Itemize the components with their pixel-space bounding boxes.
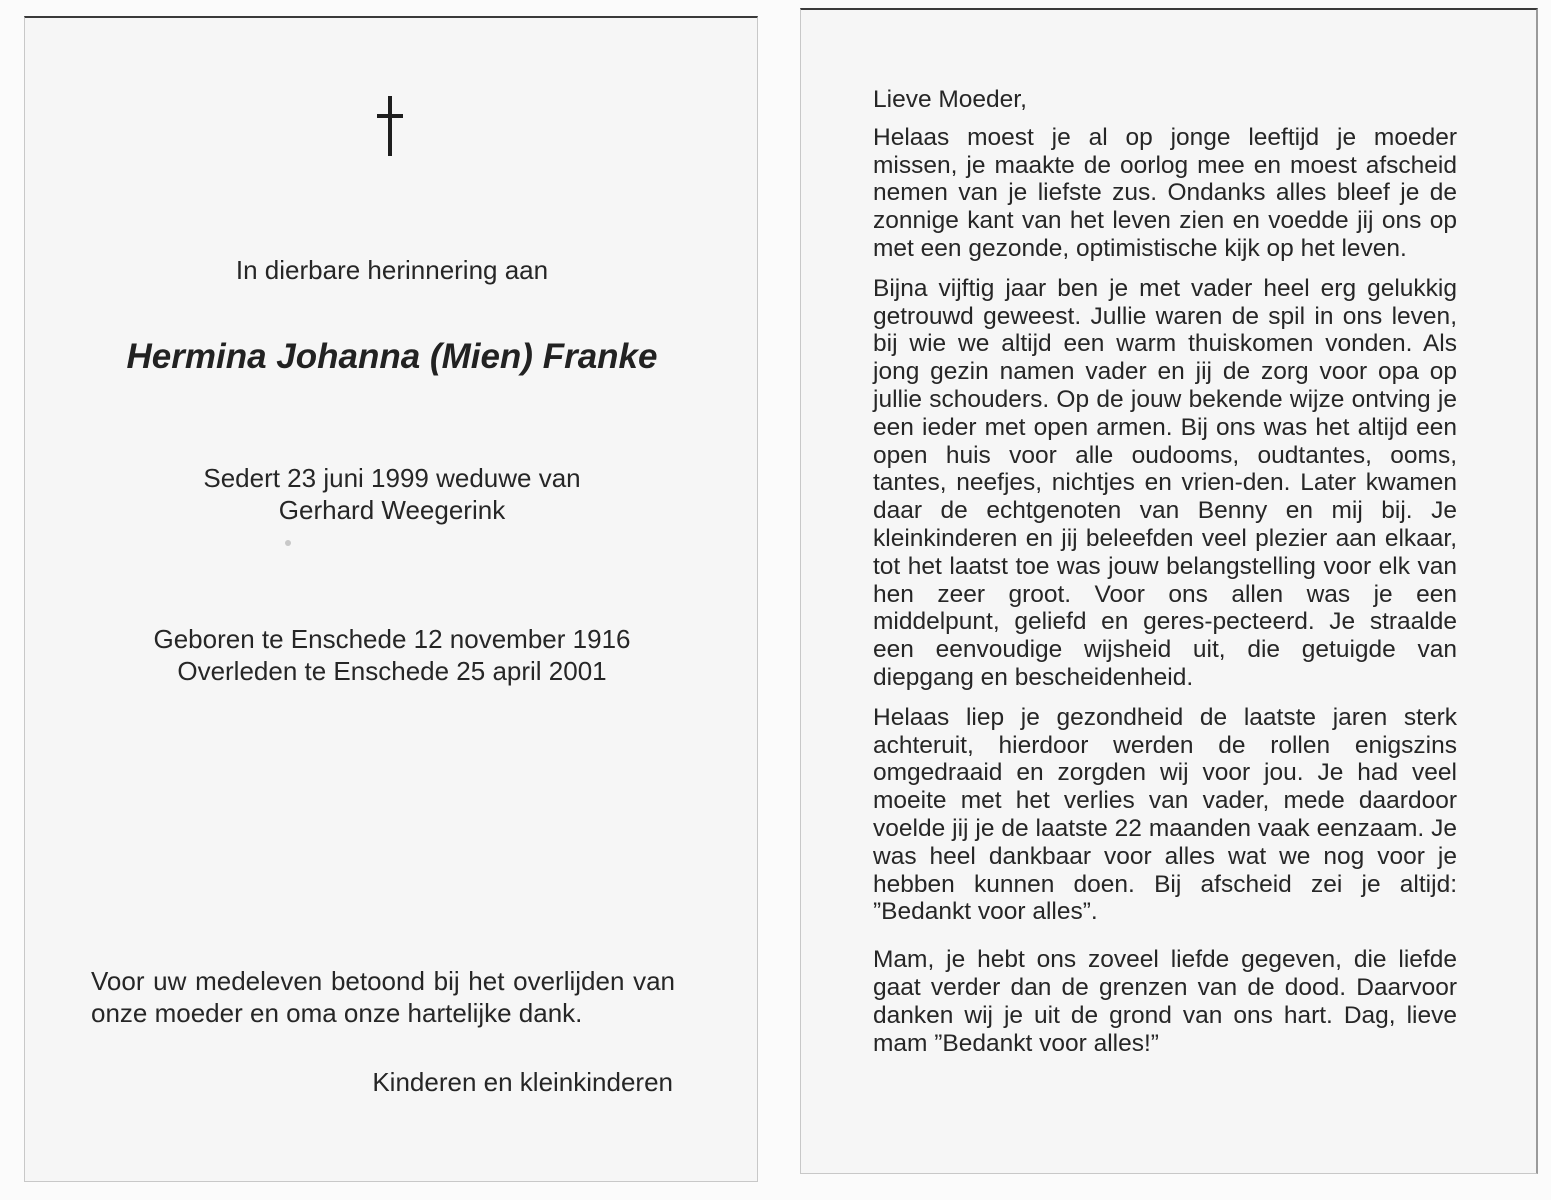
letter-paragraph: Mam, je hebt ons zoveel liefde gegeven, die liefde gaat verder dan de grenzen van de dood. Daarvoor danken wij je uit de grond van ons hart. Dag, lieve mam ”Bedankt voor alles!”	[873, 946, 1457, 1057]
letter-paragraph: Helaas liep je gezondheid de laatste jaren sterk achteruit, hierdoor werden de rollen enigszins omgedraaid en zorgden wij voor jou. Je had veel moeite met het verlies van vader, mede daardoor voelde jij je de laatste 22 maanden vaak eenzaam. Je was heel dankbaar voor alles wat we nog voor je hebben kunnen doen. Bij afscheid zei je altijd: ”Bedankt voor alles”.	[873, 703, 1457, 926]
signature: Kinderen en kleinkinderen	[372, 1067, 673, 1097]
intro-text: In dierbare herinnering aan	[235, 255, 549, 285]
birth-line: Geboren te Enschede 12 november 1916	[153, 624, 631, 654]
letter-paragraph: Helaas moest je al op jonge leeftijd je moeder missen, je maakte de oorlog mee en moest afscheid nemen van je liefste zus. Ondanks alles bleef je de zonnige kant van het leven zien en voedde jij ons op met een gezonde, optimistische kijk op het leven.	[873, 123, 1457, 262]
memorial-card-front	[24, 16, 758, 1182]
cross-icon	[375, 96, 405, 156]
letter-greeting: Lieve Moeder,	[873, 86, 1027, 113]
deceased-name: Hermina Johanna (Mien) Franke	[126, 337, 658, 376]
widow-line-2: Gerhard Weegerink	[278, 495, 506, 525]
scan-speck	[285, 540, 291, 546]
death-line: Overleden te Enschede 25 april 2001	[177, 656, 607, 686]
widow-line-1: Sedert 23 juni 1999 weduwe van	[203, 463, 581, 493]
thank-you-text: Voor uw medeleven betoond bij het overlijden van onze moeder en oma onze hartelijke dank.	[91, 966, 675, 1028]
letter-paragraph: Bijna vijftig jaar ben je met vader heel erg gelukkig getrouwd geweest. Jullie waren de spil in ons leven, bij wie we altijd een warm thuiskomen vonden. Als jong gezin namen vader en jij de zorg voor opa op jullie schouders. Op de jouw bekende wijze ontving je een ieder met open armen. Bij ons was het altijd een open huis voor alle oudooms, oudtantes, ooms, tantes, neefjes, nichtjes en vrien-den. Later kwamen daar de echtgenoten van Benny en mij bij. Je kleinkinderen en jij beleefden veel plezier aan elkaar, tot het laatst toe was jouw belangstelling voor elk van hen zeer groot. Voor ons allen was je een middelpunt, geliefd en geres-pecteerd. Je straalde een eenvoudige wijsheid uit, die getuigde van diepgang en bescheidenheid.	[873, 274, 1457, 691]
letter-body	[873, 86, 1457, 1069]
memorial-card-letter	[800, 8, 1538, 1174]
